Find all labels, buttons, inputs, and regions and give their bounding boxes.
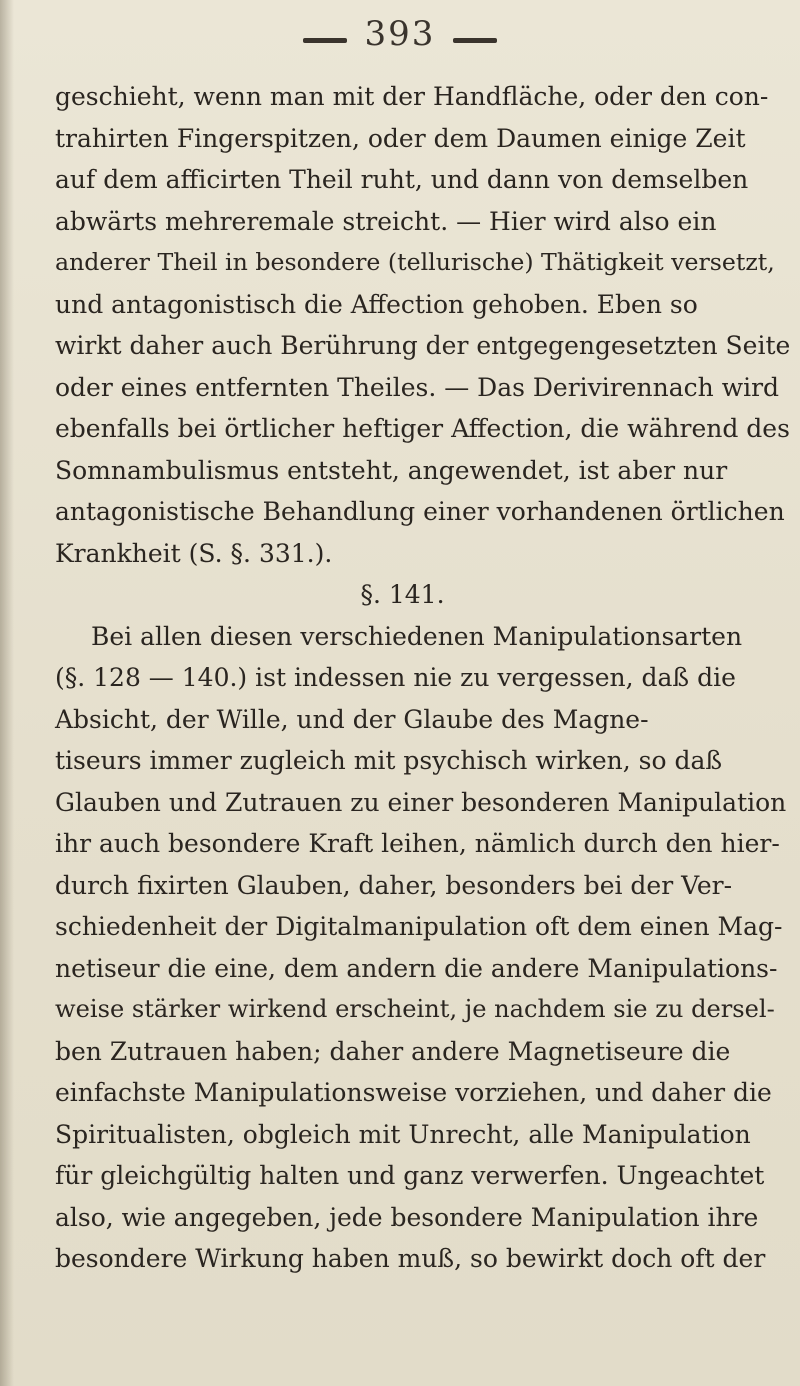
text-line: ben Zutrauen haben; daher andere Magnetiseure die xyxy=(55,1036,731,1066)
text-line: für gleichgültig halten und ganz verwerfen. Ungeachtet xyxy=(55,1161,765,1190)
left-ornament-dash xyxy=(303,38,347,43)
text-line: ebenfalls bei örtlicher heftiger Affection, die während des xyxy=(55,414,790,443)
text-line: anderer Theil in besondere (tellurische) Thätigkeit versetzt, xyxy=(55,248,775,276)
text-line: trahirten Fingerspitzen, oder dem Daumen einige Zeit xyxy=(55,123,746,153)
text-line: schiedenheit der Digitalmanipulation oft dem einen Mag- xyxy=(55,912,783,941)
text-line: (§. 128 — 140.) ist indessen nie zu vergessen, daß die xyxy=(55,663,736,692)
text-line: durch fixirten Glauben, daher, besonders bei der Ver- xyxy=(55,870,733,900)
paragraph-start: Bei allen diesen verschiedenen Manipulationsarten xyxy=(91,621,743,651)
text-line: wirkt daher auch Berührung der entgegengesetzten Seite xyxy=(55,331,791,360)
text-line: Krankheit (S. §. 331.). xyxy=(55,538,333,568)
right-ornament-dash xyxy=(453,38,497,43)
text-line: netiseur die eine, dem andern die andere Manipulations- xyxy=(55,953,778,983)
text-line: abwärts mehreremale streicht. — Hier wird also ein xyxy=(55,206,717,236)
page-header xyxy=(0,10,800,60)
page-edge-shadow xyxy=(0,0,14,1386)
text-line: Spiritualisten, obgleich mit Unrecht, alle Manipulation xyxy=(55,1119,751,1149)
text-line: tiseurs immer zugleich mit psychisch wirken, so daß xyxy=(55,746,723,775)
text-line: Glauben und Zutrauen zu einer besonderen Manipulation xyxy=(55,787,787,817)
text-line: also, wie angegeben, jede besondere Manipulation ihre xyxy=(55,1202,759,1232)
text-line: geschieht, wenn man mit der Handfläche, oder den con- xyxy=(55,82,769,111)
page-number: 393 xyxy=(364,14,436,54)
section-heading: §. 141. xyxy=(360,580,445,609)
text-line: ihr auch besondere Kraft leihen, nämlich durch den hier- xyxy=(55,829,780,858)
text-line: antagonistische Behandlung einer vorhandenen örtlichen xyxy=(55,497,785,526)
text-line: und antagonistisch die Affection gehoben. Eben so xyxy=(55,289,698,319)
body-text xyxy=(55,76,790,1280)
text-line: weise stärker wirkend erscheint, je nachdem sie zu dersel- xyxy=(55,995,775,1023)
text-line: Absicht, der Wille, und der Glaube des Magne- xyxy=(55,704,649,734)
text-line: besondere Wirkung haben muß, so bewirkt doch oft der xyxy=(55,1244,766,1273)
text-line: oder eines entfernten Theiles. — Das Derivirennach wird xyxy=(55,372,780,402)
text-line: Somnambulismus entsteht, angewendet, ist aber nur xyxy=(55,455,728,485)
text-line: auf dem afficirten Theil ruht, und dann von demselben xyxy=(55,165,749,194)
text-line: einfachste Manipulationsweise vorziehen, und daher die xyxy=(55,1078,772,1107)
